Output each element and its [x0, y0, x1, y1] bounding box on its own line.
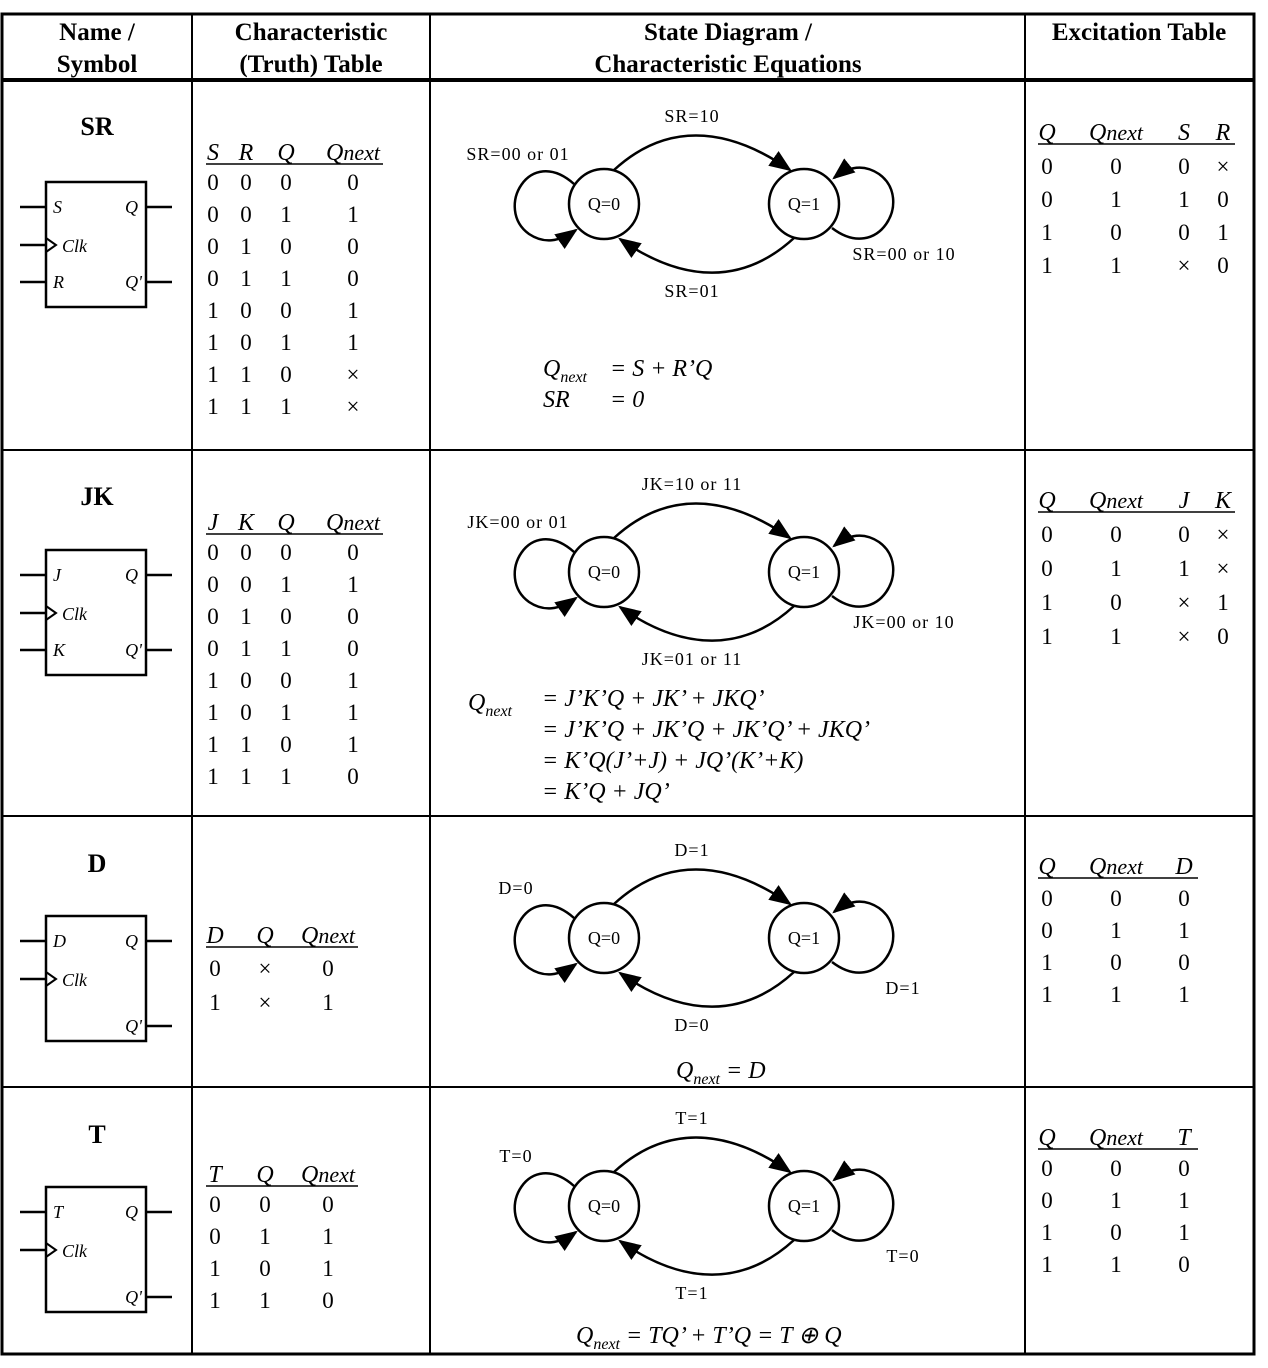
- truth-table-cell: 0: [347, 234, 359, 259]
- excitation-table-cell: 1: [1110, 187, 1122, 212]
- truth-table-cell: 1: [207, 362, 219, 387]
- truth-table-cell: 1: [207, 764, 219, 789]
- excitation-table-cell: ×: [1177, 253, 1191, 278]
- truth-table-cell: 1: [207, 668, 219, 693]
- truth-table-cell: 0: [209, 1224, 221, 1249]
- excitation-table-header: Q: [1038, 1125, 1056, 1151]
- pin-label-input: J: [53, 565, 61, 585]
- excitation-table-cell: 0: [1110, 522, 1122, 547]
- truth-table-header: K: [237, 510, 255, 536]
- equation-rhs: = S + R’Q: [610, 356, 713, 382]
- transition-arrow-0-to-1: [614, 136, 790, 171]
- state-label-q0: Q=0: [587, 1196, 621, 1216]
- truth-table-cell: 0: [347, 764, 359, 789]
- excitation-table-cell: 0: [1110, 154, 1122, 179]
- truth-table-cell: 1: [240, 234, 252, 259]
- truth-table-cell: 1: [280, 700, 292, 725]
- pin-label-clk: Clk: [62, 970, 87, 990]
- excitation-table-cell: 1: [1041, 950, 1053, 975]
- excitation-table: [1038, 488, 1235, 649]
- flip-flop-row-sr: [20, 106, 1235, 419]
- flip-flop-symbol: [20, 916, 172, 1041]
- header-excitation-table: Excitation Table: [1051, 19, 1227, 46]
- truth-table-cell: 0: [347, 604, 359, 629]
- truth-table-cell: 0: [259, 1256, 271, 1281]
- characteristic-equations: [468, 686, 870, 805]
- truth-table-cell: 0: [347, 540, 359, 565]
- transition-label-bottom: D=0: [674, 1015, 710, 1035]
- truth-table-cell: 1: [209, 1256, 221, 1281]
- excitation-table-cell: 0: [1110, 950, 1122, 975]
- excitation-table-cell: 1: [1041, 1220, 1053, 1245]
- truth-table-cell: 1: [207, 298, 219, 323]
- excitation-table-cell: 0: [1110, 590, 1122, 615]
- flip-flop-name: T: [88, 1120, 106, 1149]
- excitation-table-header: Qnext: [1089, 488, 1143, 514]
- truth-table-cell: 0: [322, 956, 334, 981]
- excitation-table-cell: 0: [1178, 220, 1190, 245]
- pin-label-input-2: K: [53, 640, 66, 660]
- truth-table: [206, 140, 383, 419]
- truth-table-cell: 1: [347, 700, 359, 725]
- excitation-table-cell: 0: [1041, 187, 1053, 212]
- excitation-table-cell: 1: [1178, 918, 1190, 943]
- excitation-table-header: Qnext: [1089, 854, 1143, 880]
- header-characteristic-line2: (Truth) Table: [239, 51, 383, 78]
- truth-table-header: T: [208, 1162, 222, 1188]
- truth-table: [205, 923, 358, 1015]
- truth-table-cell: ×: [258, 956, 272, 981]
- self-loop-q1: [832, 536, 893, 607]
- truth-table-cell: 0: [207, 234, 219, 259]
- excitation-table-cell: 0: [1217, 624, 1229, 649]
- truth-table-cell: 1: [322, 1256, 334, 1281]
- self-loop-label-q0: T=0: [499, 1146, 533, 1166]
- pin-label-q: Q: [125, 1202, 138, 1222]
- truth-table-cell: 0: [207, 540, 219, 565]
- truth-table-cell: 0: [280, 732, 292, 757]
- header-state-diagram-line2: Characteristic Equations: [594, 51, 862, 78]
- transition-label-top: D=1: [674, 840, 710, 860]
- flip-flop-name: SR: [80, 112, 114, 141]
- truth-table-header: Q: [256, 1162, 274, 1188]
- truth-table-cell: 0: [347, 170, 359, 195]
- pin-label-input-2: R: [53, 272, 64, 292]
- flip-flop-name: JK: [80, 482, 114, 511]
- excitation-table-cell: 0: [1041, 1156, 1053, 1181]
- truth-table-cell: 0: [280, 234, 292, 259]
- truth-table-cell: 1: [280, 572, 292, 597]
- truth-table-header: D: [206, 923, 224, 949]
- truth-table-cell: ×: [346, 362, 360, 387]
- excitation-table-cell: 0: [1041, 154, 1053, 179]
- excitation-table-cell: ×: [1216, 154, 1230, 179]
- flip-flop-row-t: [20, 1108, 1198, 1353]
- truth-table-cell: 0: [280, 170, 292, 195]
- truth-table-cell: 1: [347, 298, 359, 323]
- state-label-q0: Q=0: [587, 194, 621, 214]
- transition-label-top: SR=10: [664, 106, 720, 126]
- characteristic-equations: [543, 356, 712, 413]
- excitation-table-cell: 0: [1041, 522, 1053, 547]
- excitation-table-header: T: [1177, 1125, 1191, 1151]
- truth-table-cell: ×: [258, 990, 272, 1015]
- excitation-table: [1038, 854, 1198, 1007]
- transition-label-top: JK=10 or 11: [641, 474, 743, 494]
- excitation-table-cell: 0: [1110, 886, 1122, 911]
- self-loop-q0: [515, 539, 576, 608]
- truth-table-cell: 0: [240, 330, 252, 355]
- self-loop-label-q0: JK=00 or 01: [467, 512, 569, 532]
- header-name-symbol-line1: Name /: [59, 19, 135, 46]
- equation-lhs: $Q_{next}$: [543, 356, 587, 386]
- truth-table-cell: 0: [280, 362, 292, 387]
- truth-table-cell: 1: [240, 362, 252, 387]
- truth-table-cell: 1: [240, 604, 252, 629]
- pin-label-input: T: [53, 1202, 64, 1222]
- clock-triangle-icon: [46, 972, 56, 986]
- excitation-table-cell: 0: [1178, 1252, 1190, 1277]
- truth-table-cell: 1: [207, 330, 219, 355]
- equation-rhs: = J’K’Q + JK’Q + JK’Q’ + JKQ’: [542, 717, 871, 743]
- state-label-q0: Q=0: [587, 928, 621, 948]
- equation-lhs: SR: [543, 387, 570, 413]
- excitation-table-cell: 1: [1110, 253, 1122, 278]
- truth-table-cell: 0: [322, 1288, 334, 1313]
- pin-label-q-bar: Q': [125, 1016, 142, 1036]
- transition-arrow-1-to-0: [620, 1240, 794, 1275]
- clock-triangle-icon: [46, 1243, 56, 1257]
- clock-triangle-icon: [46, 238, 56, 252]
- truth-table-cell: 0: [240, 170, 252, 195]
- flip-flop-symbol: [20, 182, 172, 307]
- state-diagram: [467, 474, 954, 669]
- truth-table-cell: 0: [280, 668, 292, 693]
- truth-table-cell: 1: [240, 394, 252, 419]
- truth-table-cell: ×: [346, 394, 360, 419]
- excitation-table-cell: 1: [1178, 982, 1190, 1007]
- transition-arrow-0-to-1: [614, 504, 790, 539]
- truth-table-cell: 0: [347, 636, 359, 661]
- pin-label-q: Q: [125, 565, 138, 585]
- excitation-table-cell: 1: [1110, 982, 1122, 1007]
- self-loop-q0: [515, 171, 576, 240]
- truth-table-header: J: [207, 510, 219, 536]
- state-diagram: [498, 840, 920, 1035]
- equation-rhs: = K’Q(J’+J) + JQ’(K’+K): [542, 748, 804, 774]
- transition-label-bottom: JK=01 or 11: [641, 649, 743, 669]
- truth-table-cell: 1: [347, 202, 359, 227]
- excitation-table-header: J: [1178, 488, 1190, 514]
- excitation-table-header: Q: [1038, 854, 1056, 880]
- truth-table-header: Q: [277, 510, 295, 536]
- truth-table-cell: 0: [207, 636, 219, 661]
- truth-table-cell: 1: [259, 1224, 271, 1249]
- truth-table-cell: 1: [207, 700, 219, 725]
- transition-arrow-0-to-1: [614, 1138, 790, 1173]
- excitation-table: [1038, 120, 1235, 278]
- truth-table-cell: 1: [280, 202, 292, 227]
- transition-label-bottom: T=1: [675, 1283, 709, 1303]
- truth-table-cell: 0: [240, 540, 252, 565]
- excitation-table-cell: 1: [1110, 918, 1122, 943]
- self-loop-label-q0: SR=00 or 01: [466, 144, 570, 164]
- truth-table-cell: 0: [207, 202, 219, 227]
- truth-table-cell: 0: [322, 1192, 334, 1217]
- self-loop-q0: [515, 905, 576, 974]
- pin-label-q: Q: [125, 931, 138, 951]
- pin-label-input: S: [53, 197, 62, 217]
- flip-flop-name: D: [87, 849, 107, 878]
- transition-arrow-0-to-1: [614, 870, 790, 905]
- pin-label-q: Q: [125, 197, 138, 217]
- truth-table-cell: 0: [207, 266, 219, 291]
- truth-table-cell: 1: [209, 1288, 221, 1313]
- self-loop-q1: [832, 168, 893, 239]
- truth-table-cell: 1: [240, 636, 252, 661]
- truth-table-cell: 0: [240, 298, 252, 323]
- truth-table-cell: 0: [207, 604, 219, 629]
- excitation-table-cell: 1: [1217, 220, 1229, 245]
- state-diagram: [466, 106, 955, 301]
- equation-lhs: $Q_{next}$: [468, 690, 512, 720]
- excitation-table-cell: 1: [1110, 624, 1122, 649]
- pin-label-clk: Clk: [62, 1241, 87, 1261]
- truth-table-cell: 0: [209, 956, 221, 981]
- truth-table-cell: 0: [207, 572, 219, 597]
- truth-table-cell: 1: [207, 394, 219, 419]
- state-label-q0: Q=0: [587, 562, 621, 582]
- truth-table-header: Qnext: [326, 140, 380, 166]
- excitation-table-cell: ×: [1177, 624, 1191, 649]
- truth-table-cell: 1: [347, 330, 359, 355]
- truth-table: [206, 510, 383, 789]
- clock-triangle-icon: [46, 606, 56, 620]
- truth-table-header: Qnext: [301, 923, 355, 949]
- excitation-table-cell: 0: [1178, 886, 1190, 911]
- self-loop-label-q1: D=1: [885, 978, 921, 998]
- truth-table-cell: 0: [280, 604, 292, 629]
- truth-table-cell: 1: [209, 990, 221, 1015]
- excitation-table-cell: 1: [1041, 220, 1053, 245]
- truth-table-cell: 0: [240, 700, 252, 725]
- truth-table: [206, 1162, 358, 1313]
- characteristic-equations: [676, 1058, 766, 1088]
- truth-table-cell: 1: [280, 636, 292, 661]
- self-loop-label-q1: SR=00 or 10: [852, 244, 956, 264]
- truth-table-cell: 1: [240, 764, 252, 789]
- excitation-table-cell: ×: [1216, 522, 1230, 547]
- truth-table-cell: 0: [209, 1192, 221, 1217]
- excitation-table-cell: ×: [1177, 590, 1191, 615]
- excitation-table-cell: 0: [1217, 253, 1229, 278]
- truth-table-cell: 1: [207, 732, 219, 757]
- truth-table-cell: 1: [322, 1224, 334, 1249]
- truth-table-cell: 0: [240, 202, 252, 227]
- pin-label-clk: Clk: [62, 604, 87, 624]
- excitation-table-header: Qnext: [1089, 120, 1143, 146]
- excitation-table: [1038, 1125, 1198, 1277]
- truth-table-header: Qnext: [326, 510, 380, 536]
- header-state-diagram-line1: State Diagram /: [643, 19, 813, 46]
- truth-table-header: Q: [277, 140, 295, 166]
- excitation-table-header: K: [1214, 488, 1232, 514]
- excitation-table-cell: 0: [1178, 522, 1190, 547]
- pin-label-q-bar: Q': [125, 272, 142, 292]
- characteristic-equations: [576, 1323, 842, 1353]
- excitation-table-cell: 0: [1178, 154, 1190, 179]
- header-characteristic-line1: Characteristic: [234, 19, 388, 46]
- flip-flop-symbol: [20, 550, 172, 675]
- excitation-table-cell: 0: [1217, 187, 1229, 212]
- excitation-table-cell: 1: [1110, 1252, 1122, 1277]
- state-label-q1: Q=1: [787, 928, 821, 948]
- pin-label-q-bar: Q': [125, 640, 142, 660]
- truth-table-header: Qnext: [301, 1162, 355, 1188]
- self-loop-label-q1: T=0: [886, 1246, 920, 1266]
- excitation-table-cell: 1: [1041, 624, 1053, 649]
- truth-table-cell: 1: [322, 990, 334, 1015]
- pin-label-clk: Clk: [62, 236, 87, 256]
- transition-label-bottom: SR=01: [664, 281, 720, 301]
- excitation-table-header: D: [1175, 854, 1193, 880]
- equation: $Q_{next}$ = TQ’ + T’Q = T ⊕ Q: [576, 1323, 842, 1353]
- truth-table-cell: 1: [347, 572, 359, 597]
- truth-table-cell: 0: [347, 266, 359, 291]
- self-loop-label-q0: D=0: [498, 878, 534, 898]
- excitation-table-cell: 1: [1178, 1188, 1190, 1213]
- self-loop-q0: [515, 1173, 576, 1242]
- truth-table-cell: 0: [240, 572, 252, 597]
- flip-flop-row-jk: [20, 474, 1235, 805]
- pin-label-input: D: [53, 931, 66, 951]
- truth-table-cell: 0: [280, 298, 292, 323]
- state-label-q1: Q=1: [787, 1196, 821, 1216]
- state-diagram: [499, 1108, 919, 1303]
- transition-label-top: T=1: [675, 1108, 709, 1128]
- header-name-symbol-line2: Symbol: [56, 51, 138, 78]
- table-header: [57, 19, 1226, 78]
- truth-table-cell: 1: [280, 330, 292, 355]
- equation: $Q_{next} = D$: [676, 1058, 766, 1088]
- transition-arrow-1-to-0: [620, 972, 794, 1007]
- truth-table-cell: 1: [280, 266, 292, 291]
- truth-table-cell: 0: [259, 1192, 271, 1217]
- truth-table-cell: 0: [240, 668, 252, 693]
- truth-table-cell: 1: [347, 668, 359, 693]
- self-loop-label-q1: JK=00 or 10: [853, 612, 955, 632]
- excitation-table-cell: 0: [1110, 1156, 1122, 1181]
- equation-rhs: = J’K’Q + JK’ + JKQ’: [542, 686, 765, 712]
- self-loop-q1: [832, 902, 893, 973]
- excitation-table-cell: 1: [1110, 556, 1122, 581]
- excitation-table-cell: 0: [1041, 1188, 1053, 1213]
- excitation-table-header: R: [1215, 120, 1231, 146]
- truth-table-cell: 1: [240, 266, 252, 291]
- excitation-table-cell: 1: [1041, 1252, 1053, 1277]
- excitation-table-cell: 0: [1041, 556, 1053, 581]
- excitation-table-cell: 0: [1110, 1220, 1122, 1245]
- flip-flop-symbol: [20, 1187, 172, 1312]
- excitation-table-cell: 1: [1110, 1188, 1122, 1213]
- excitation-table-header: S: [1178, 120, 1190, 146]
- excitation-table-cell: 1: [1178, 1220, 1190, 1245]
- truth-table-cell: 0: [280, 540, 292, 565]
- excitation-table-header: Q: [1038, 120, 1056, 146]
- truth-table-cell: 1: [240, 732, 252, 757]
- excitation-table-cell: 0: [1041, 918, 1053, 943]
- excitation-table-cell: 0: [1178, 950, 1190, 975]
- excitation-table-cell: ×: [1216, 556, 1230, 581]
- excitation-table-header: Qnext: [1089, 1125, 1143, 1151]
- equation-rhs: = 0: [610, 387, 645, 413]
- excitation-table-cell: 1: [1178, 556, 1190, 581]
- equation-rhs: = K’Q + JQ’: [542, 779, 670, 805]
- truth-table-cell: 1: [280, 764, 292, 789]
- excitation-table-cell: 1: [1041, 590, 1053, 615]
- excitation-table-cell: 0: [1178, 1156, 1190, 1181]
- truth-table-cell: 1: [347, 732, 359, 757]
- self-loop-q1: [832, 1170, 893, 1241]
- truth-table-header: Q: [256, 923, 274, 949]
- excitation-table-cell: 1: [1217, 590, 1229, 615]
- transition-arrow-1-to-0: [620, 606, 794, 641]
- truth-table-header: S: [207, 140, 219, 166]
- state-label-q1: Q=1: [787, 562, 821, 582]
- pin-label-q-bar: Q': [125, 1287, 142, 1307]
- excitation-table-cell: 1: [1041, 253, 1053, 278]
- truth-table-cell: 0: [207, 170, 219, 195]
- excitation-table-cell: 1: [1178, 187, 1190, 212]
- excitation-table-cell: 1: [1041, 982, 1053, 1007]
- excitation-table-cell: 0: [1041, 886, 1053, 911]
- excitation-table-cell: 0: [1110, 220, 1122, 245]
- flip-flop-row-d: [20, 840, 1198, 1088]
- truth-table-header: R: [238, 140, 254, 166]
- truth-table-cell: 1: [259, 1288, 271, 1313]
- state-label-q1: Q=1: [787, 194, 821, 214]
- excitation-table-header: Q: [1038, 488, 1056, 514]
- truth-table-cell: 1: [280, 394, 292, 419]
- transition-arrow-1-to-0: [620, 238, 794, 273]
